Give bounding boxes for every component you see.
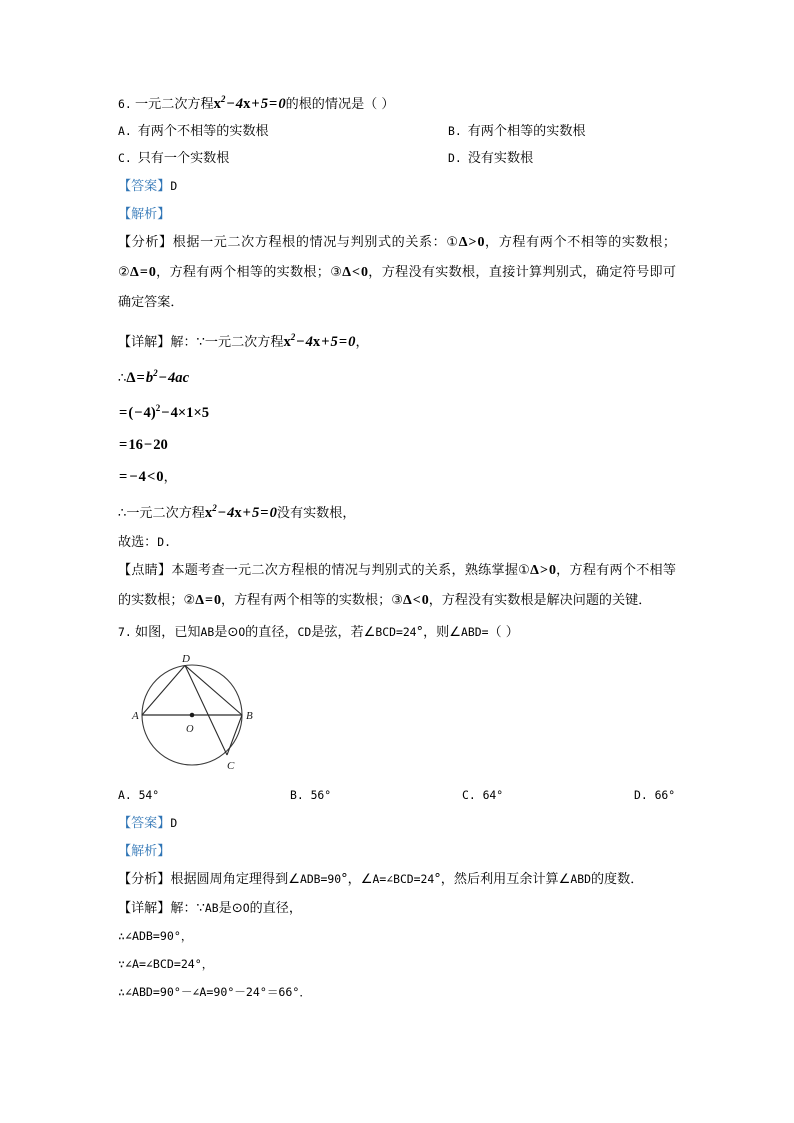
question-7-fenxi [118,865,676,894]
question-7-analysis-marker-line [118,837,676,865]
q7-fenxi-adb: ADB=90 [299,872,342,887]
conclusion-lead: ∴一元二次方程 [118,506,205,522]
question-7-stem-5: ，则∠ [423,625,462,641]
dianjing-delta-1: Δ>0 [530,563,556,579]
option-a-text: 有两个不相等的实数根 [137,123,269,139]
equation-arith: =16−20 [119,437,168,454]
equation-line-5-comma: ， [163,470,177,486]
question-6-options-row-1 [118,118,676,145]
q7-xiangjie-ab: AB [204,901,219,916]
question-7-options-row [118,782,676,809]
q7-sol-line-2: ∴∠ADB=90°， [118,929,193,944]
conclusion-equation: $x^2-4x+5=0$ [204,503,277,522]
equation-result: = −4<0 [119,469,164,486]
question-7-cd: CD [297,625,312,640]
question-6-equation: $x^2-4x+5=0$ [213,94,286,112]
dianjing-text-2: ，方程有两个不相等的实数根；② [118,563,676,609]
fenxi-text-3: ，方程有两个相等的实数根；③ [155,264,343,280]
segment-cb [227,715,242,755]
dianjing-delta-3: Δ<0 [402,593,429,609]
center-point-dot [190,713,195,718]
question-6-analysis-marker-line [118,200,676,228]
q7-sol-line-3: ∵∠A=∠BCD=24°， [118,957,214,972]
fenxi-label: 【分析】 [118,234,173,250]
question-6-dianjing [118,556,676,616]
q7-option-a-text: 54° [138,788,160,803]
q7-option-c-label: C. [462,788,476,803]
q7-analysis-marker: 【解析】 [118,844,171,860]
label-c: C [227,760,235,773]
label-d: D [182,653,190,666]
option-d[interactable] [448,145,533,172]
fenxi-delta-2: Δ=0 [130,264,156,280]
option-c[interactable] [118,145,448,172]
fenxi-delta-3: Δ<0 [342,264,368,280]
q7-xiangjie-label: 【详解】 [118,901,171,917]
q7-fenxi-text-2: °，∠ [341,872,373,888]
question-7-bcd: BCD=24 [375,625,417,640]
q7-xiangjie-o: O [242,901,250,916]
choose-label: 故选： [118,535,158,551]
label-a: A [132,710,139,723]
question-7-stem-4: 是弦，若∠ [311,625,376,641]
equation-line-4 [118,429,676,461]
dianjing-delta-2: Δ=0 [195,593,221,609]
q7-fenxi-text-3: °，然后利用互余计算∠ [434,872,571,888]
dianjing-label: 【点睛】 [118,563,172,579]
q7-option-d[interactable] [634,782,675,809]
q7-answer-value: D [170,816,178,831]
q7-fenxi-abd: ABD [570,872,591,887]
q7-fenxi-text-4: 的度数． [590,872,644,888]
question-6-options-row-2 [118,145,676,172]
question-7-abd: ABD= [461,625,489,640]
option-d-label: D. [448,150,462,165]
xiangjie-lead: 解：∵一元二次方程 [170,334,284,350]
q7-option-d-label: D. [634,788,648,803]
option-a[interactable] [118,118,448,145]
q7-option-c-text: 64° [482,788,504,803]
q7-option-a-label: A. [118,788,132,803]
conclusion-tail: 没有实数根， [276,506,356,522]
question-7-stem [118,618,676,646]
answer-marker: 【答案】 [118,178,171,194]
q7-fenxi-label: 【分析】 [118,872,171,888]
equation-line-2 [118,358,676,394]
option-b-label: B. [448,123,462,138]
segment-dc [185,666,227,756]
question-7-stem-1: 如图，已知 [135,625,201,641]
q7-xiangjie-lead: 解：∵ [170,901,205,917]
question-6-answer-value: D [170,178,178,193]
option-c-label: C. [118,150,132,165]
q7-option-c[interactable] [462,782,634,809]
question-7-solution-line-4 [118,978,676,1006]
question-7-answer-line [118,809,676,837]
q7-option-b-label: B. [290,788,304,803]
fenxi-delta-1: Δ>0 [458,234,485,250]
question-7-number: 7. [118,625,132,640]
q7-fenxi-text-1: 根据圆周角定理得到∠ [170,872,300,888]
label-b: B [246,710,253,723]
equation-substitute: $=(-4)^2-4\times 1\times 5$ [119,403,210,422]
label-o: O [186,724,194,736]
question-7-o: O [238,625,246,640]
q7-fenxi-a-bcd: A=∠BCD=24 [372,872,435,887]
question-7-deg: ° [416,625,424,641]
fenxi-text-2: ，方程有两个不相等的实数根；② [118,234,677,280]
q7-answer-marker: 【答案】 [118,816,171,832]
question-7-solution-line-3 [118,950,676,978]
question-6-number: 6. [118,96,132,111]
equation-line-3 [118,394,676,430]
equation-discriminant: $\Delta=b^2-4ac$ [126,367,190,386]
q7-xiangjie-mid: 是⊙ [218,901,243,917]
option-c-text: 只有一个实数根 [137,150,230,166]
analysis-marker: 【解析】 [118,206,171,222]
xiangjie-comma: ， [355,334,369,350]
dianjing-text-4: ，方程没有实数根是解决问题的关键． [428,593,652,609]
q7-option-b-text: 56° [310,788,332,803]
fenxi-text-4: ，方程没有实数根，直接计算判别式，确定符号即可确定答案． [118,264,676,310]
xiangjie-equation: $x^2-4x+5=0$ [283,331,356,350]
document-content [118,86,676,1006]
question-6-choose-line [118,529,676,556]
question-7-stem-3: 的直径， [245,625,298,641]
question-6-answer-line [118,172,676,200]
q7-xiangjie-tail: 的直径， [249,901,302,917]
question-6-stem [118,86,676,118]
equation-line-2-lead: ∴ [118,370,127,386]
choose-period: . [164,535,171,550]
q7-option-a[interactable] [118,782,290,809]
circle-geometry-figure [130,652,290,778]
question-6-conclusion [118,493,676,529]
question-7-ab: AB [200,625,215,640]
q7-option-d-text: 66° [654,788,676,803]
question-6-fenxi [118,228,676,318]
question-7-stem-2: 是⊙ [214,625,239,641]
question-6-stem-before: 一元二次方程 [135,96,214,112]
dianjing-text-1: 本题考查一元二次方程根的情况与判别式的关系，熟练掌握① [171,563,531,579]
question-7-solution-line-2 [118,922,676,950]
option-a-label: A. [118,123,132,138]
option-b-text: 有两个相等的实数根 [467,123,586,139]
option-d-text: 没有实数根 [467,150,534,166]
q7-option-b[interactable] [290,782,462,809]
question-7-stem-6: （ ） [488,625,519,641]
choose-value: D [157,535,165,550]
question-6-stem-after: 的根的情况是（ ） [285,96,395,112]
dianjing-text-3: ，方程有两个相等的实数根；③ [220,593,403,609]
question-6-xiangjie-line [118,322,676,358]
fenxi-text-1: 根据一元二次方程根的情况与判别式的关系：① [172,234,459,250]
equation-line-5 [118,461,676,493]
option-b[interactable] [448,118,586,145]
segment-db [185,666,242,716]
xiangjie-label: 【详解】 [118,334,171,350]
q7-sol-line-4: ∴∠ABD=90°－∠A=90°－24°＝66°． [118,985,311,1000]
question-7-xiangjie-line [118,894,676,922]
